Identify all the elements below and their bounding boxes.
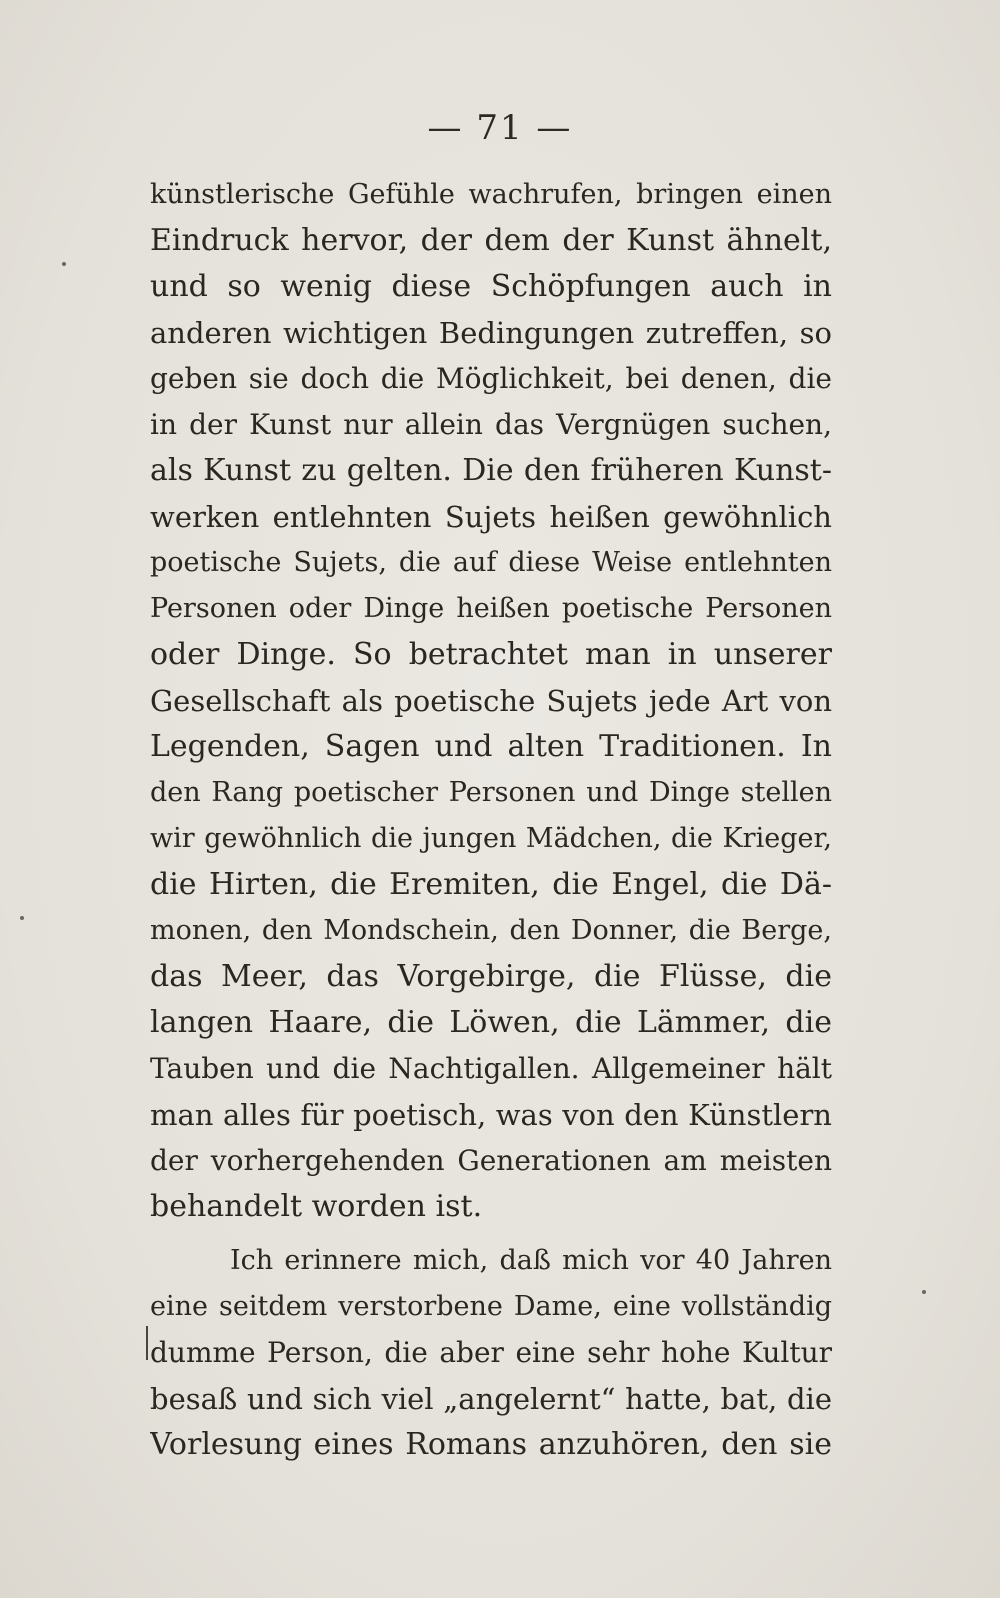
text-line: der vorhergehenden Generationen am meisten [150, 1144, 832, 1177]
text-line: in der Kunst nur allein das Vergnügen suchen, [150, 408, 832, 441]
text-line: den Rang poetischer Personen und Dinge stellen [150, 777, 832, 808]
text-line: künstlerische Gefühle wachrufen, bringen einen [150, 179, 832, 210]
text-line: als Kunst zu gelten. Die den früheren Kunst- [150, 453, 832, 488]
text-line: besaß und sich viel „angelernt“ hatte, bat, die [150, 1382, 832, 1416]
text-line: werken entlehnten Sujets heißen gewöhnlich [150, 500, 832, 534]
text-line: dumme Person, die aber eine sehr hohe Kultur [150, 1336, 832, 1369]
text-line: poetische Sujets, die auf diese Weise entlehnten [150, 547, 832, 578]
text-line: geben sie doch die Möglichkeit, bei denen, die [150, 362, 832, 395]
text-line: wir gewöhnlich die jungen Mädchen, die Krieger, [150, 823, 832, 854]
text-line: eine seitdem verstorbene Dame, eine vollständig [150, 1291, 832, 1322]
text-line: Tauben und die Nachtigallen. Allgemeiner hält [150, 1052, 832, 1085]
margin-mark [146, 1326, 148, 1360]
paper-speck [62, 262, 66, 266]
text-line: das Meer, das Vorgebirge, die Flüsse, die [150, 959, 832, 994]
text-line: monen, den Mondschein, den Donner, die Berge, [150, 915, 832, 946]
text-line: Personen oder Dinge heißen poetische Personen [150, 593, 832, 624]
text-line: anderen wichtigen Bedingungen zutreffen, so [150, 316, 832, 350]
paper-speck [20, 916, 24, 920]
paragraph-start-line: Ich erinnere mich, daß mich vor 40 Jahren [230, 1245, 832, 1276]
paragraph-gap [150, 1230, 832, 1238]
text-line: langen Haare, die Löwen, die Lämmer, die [150, 1005, 832, 1040]
text-line: und so wenig diese Schöpfungen auch in [150, 269, 832, 304]
paragraph-end-line: behandelt worden ist. [150, 1189, 483, 1224]
page-number: — 71 — [427, 108, 573, 148]
paper-speck [922, 1290, 926, 1294]
text-line: Vorlesung eines Romans anzuhören, den sie [150, 1427, 832, 1462]
text-line: Gesellschaft als poetische Sujets jede Art von [150, 684, 832, 718]
text-line: oder Dinge. So betrachtet man in unserer [150, 637, 832, 672]
text-line: Legenden, Sagen und alten Traditionen. In [150, 729, 832, 764]
body-text [150, 172, 832, 1468]
text-line: man alles für poetisch, was von den Künstlern [150, 1098, 832, 1132]
text-line: Eindruck hervor, der dem der Kunst ähnelt, [150, 223, 832, 258]
text-line: die Hirten, die Eremiten, die Engel, die Dä- [150, 867, 832, 902]
